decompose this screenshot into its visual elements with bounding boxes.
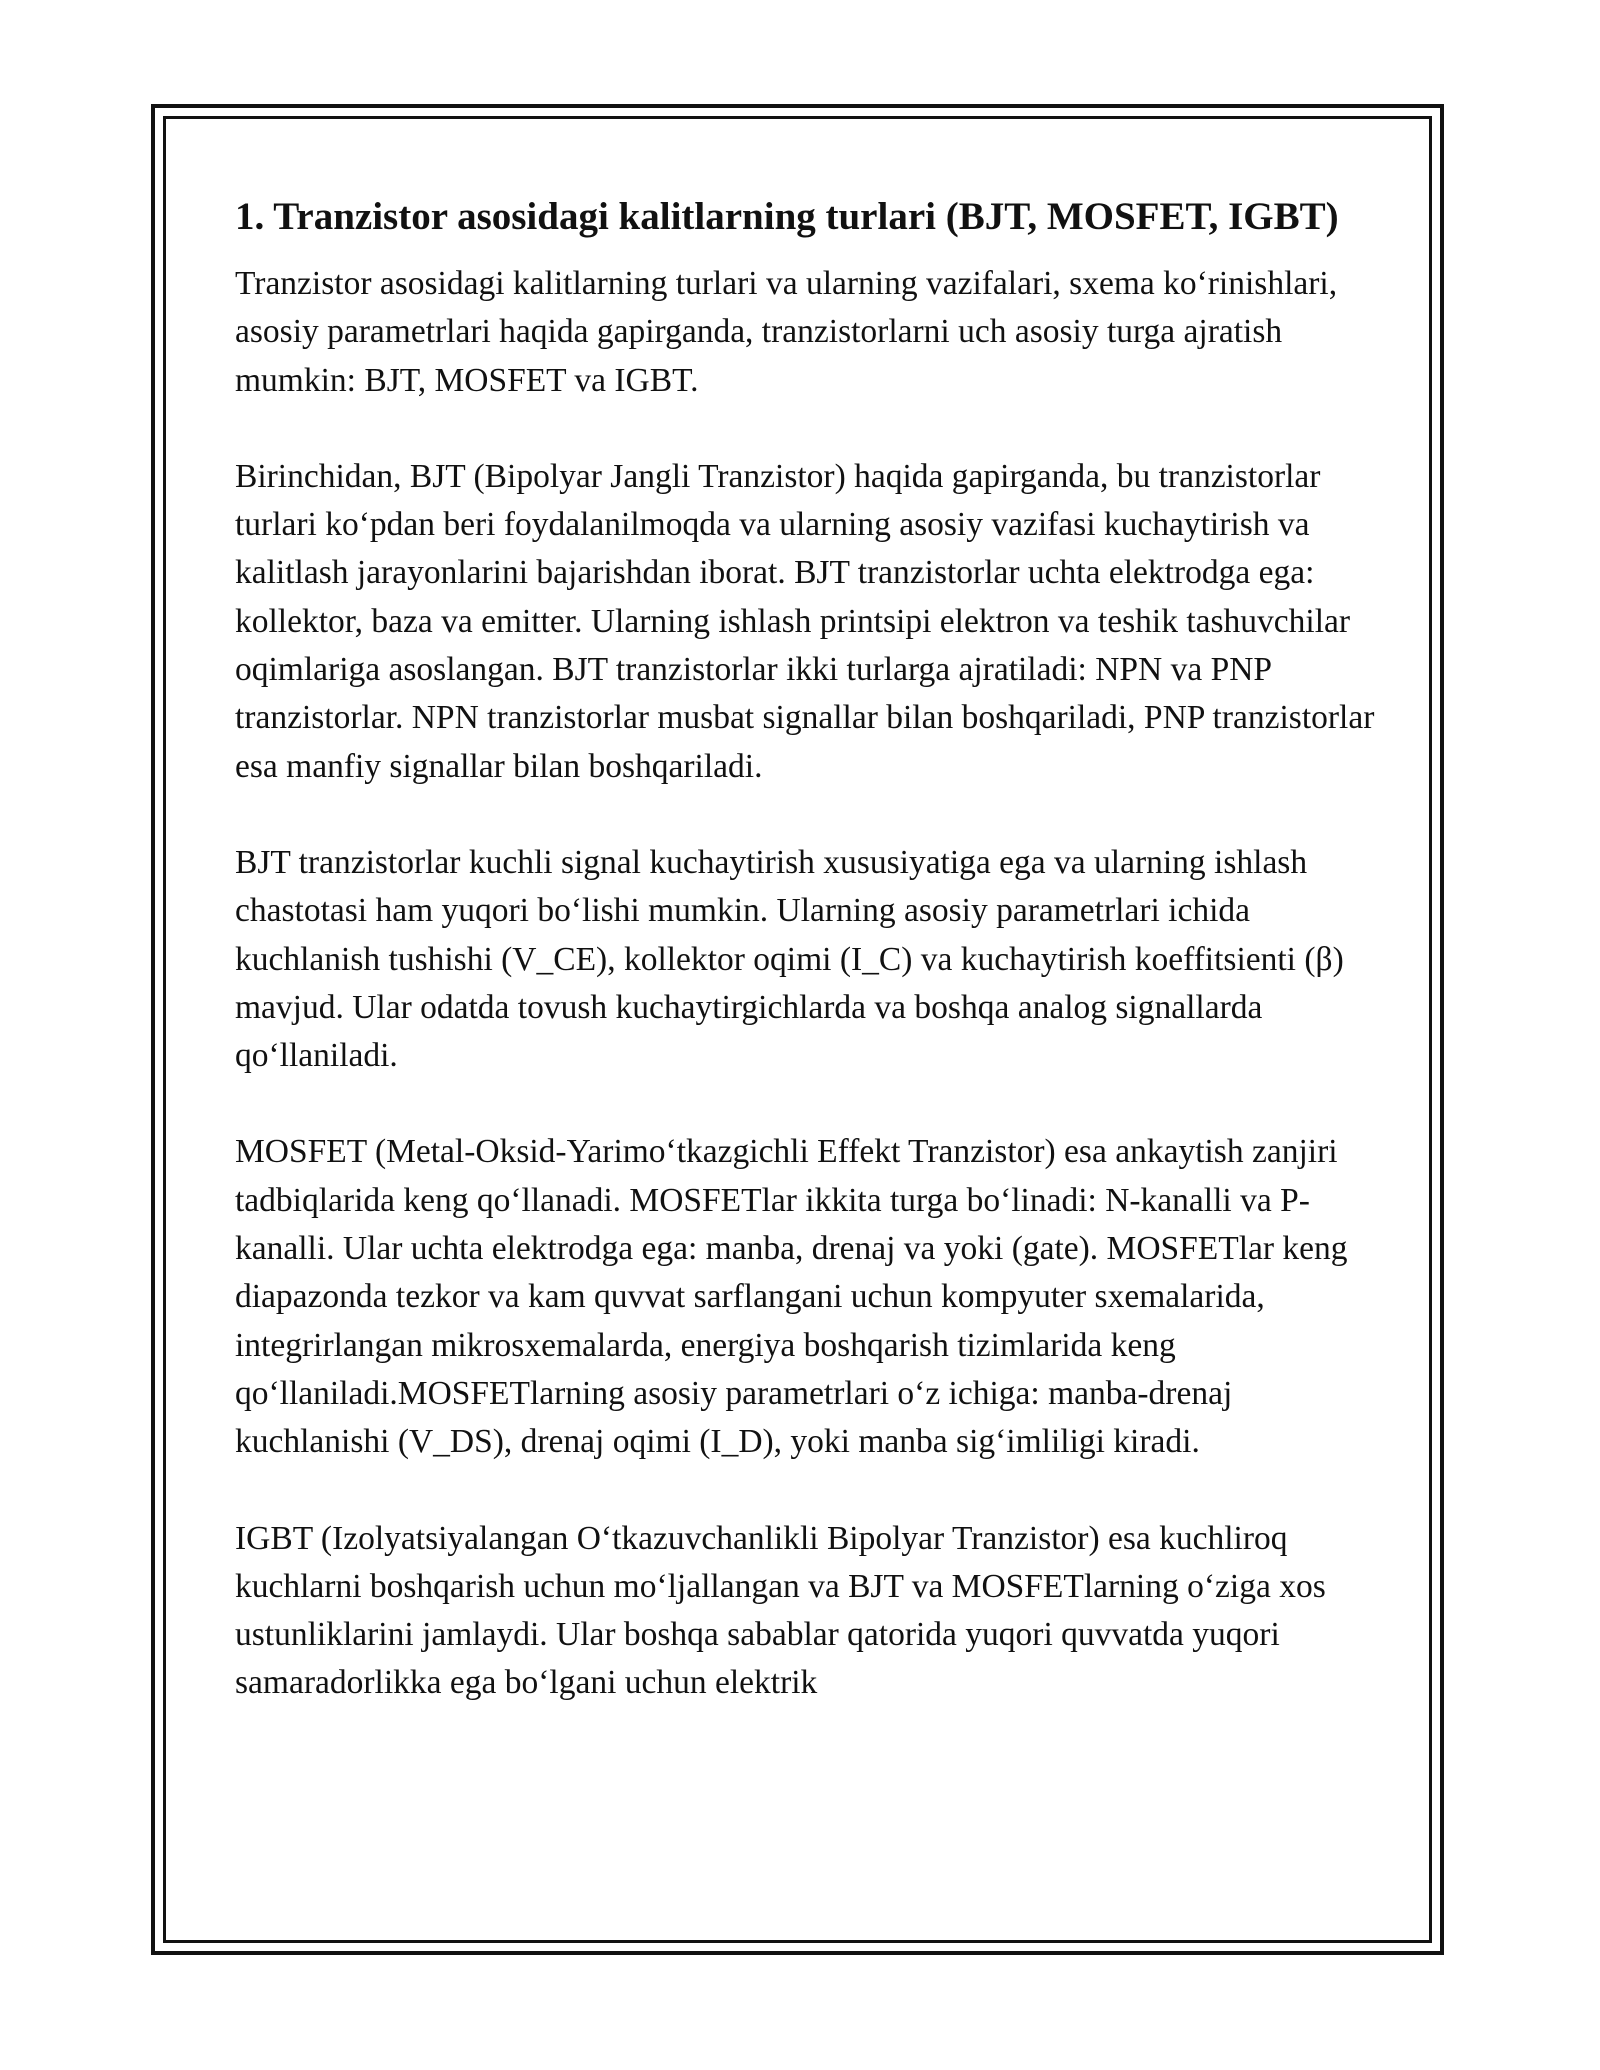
- paragraph-igbt: IGBT (Izolyatsiyalangan Oʻtkazuvchanlikli Bipolyar Tranzistor) esa kuchliroq kuchlarni boshqarish uchun moʻljallangan va BJT va MOSFETlarning oʻziga xos ustunliklarini jamlaydi. Ular boshqa sabablar qatorida yuqori quvvatda yuqori samaradorlikka ega boʻlgani uchun elektrik: [235, 1519, 1326, 1702]
- document-body: [235, 190, 1375, 1756]
- paragraph-bjt-parameters: BJT tranzistorlar kuchli signal kuchaytirish xususiyatiga ega va ularning ishlash chastotasi ham yuqori boʻlishi mumkin. Ularning asosiy parametrlari ichida kuchlanish tushishi (V_CE), kollektor oqimi (I_C) va kuchaytirish koeffitsienti (β) mavjud. Ular odatda tovush kuchaytirgichlarda va boshqa analog signallarda qoʻllaniladi.: [235, 843, 1344, 1075]
- paragraph-bjt: Birinchidan, BJT (Bipolyar Jangli Tranzistor) haqida gapirganda, bu tranzistorlar turlari koʻpdan beri foydalanilmoqda va ularning asosiy vazifasi kuchaytirish va kalitlash jarayonlarini bajarishdan iborat. BJT tranzistorlar uchta elektrodga ega: kollektor, baza va emitter. Ularning ishlash printsipi elektron va teshik tashuvchilar oqimlariga asoslangan. BJT tranzistorlar ikki turlarga ajratiladi: NPN va PNP tranzistorlar. NPN tranzistorlar musbat signallar bilan boshqariladi, PNP tranzistorlar esa manfiy signallar bilan boshqariladi.: [235, 457, 1375, 785]
- paragraph-intro: Tranzistor asosidagi kalitlarning turlari va ularning vazifalari, sxema koʻrinishlari, asosiy parametrlari haqida gapirganda, tranzistorlarni uch asosiy turga ajratish mumkin: BJT, MOSFET va IGBT.: [235, 265, 1338, 399]
- paragraph-mosfet: MOSFET (Metal-Oksid-Yarimoʻtkazgichli Effekt Tranzistor) esa ankaytish zanjiri tadbiqlarida keng qoʻllanadi. MOSFETlar ikkita turga boʻlinadi: N-kanalli va P-kanalli. Ular uchta elektrodga ega: manba, drenaj va yoki (gate). MOSFETlar keng diapazonda tezkor va kam quvvat sarflangani uchun kompyuter sxemalarida, integrirlangan mikrosxemalarda, energiya boshqarish tizimlarida keng qoʻllaniladi.MOSFETlarning asosiy parametrlari oʻz ichiga: manba-drenaj kuchlanishi (V_DS), drenaj oqimi (I_D), yoki manba sigʻimliligi kiradi.: [235, 1133, 1348, 1461]
- section-heading: 1. Tranzistor asosidagi kalitlarning turlari (BJT, MOSFET, IGBT): [235, 195, 1339, 238]
